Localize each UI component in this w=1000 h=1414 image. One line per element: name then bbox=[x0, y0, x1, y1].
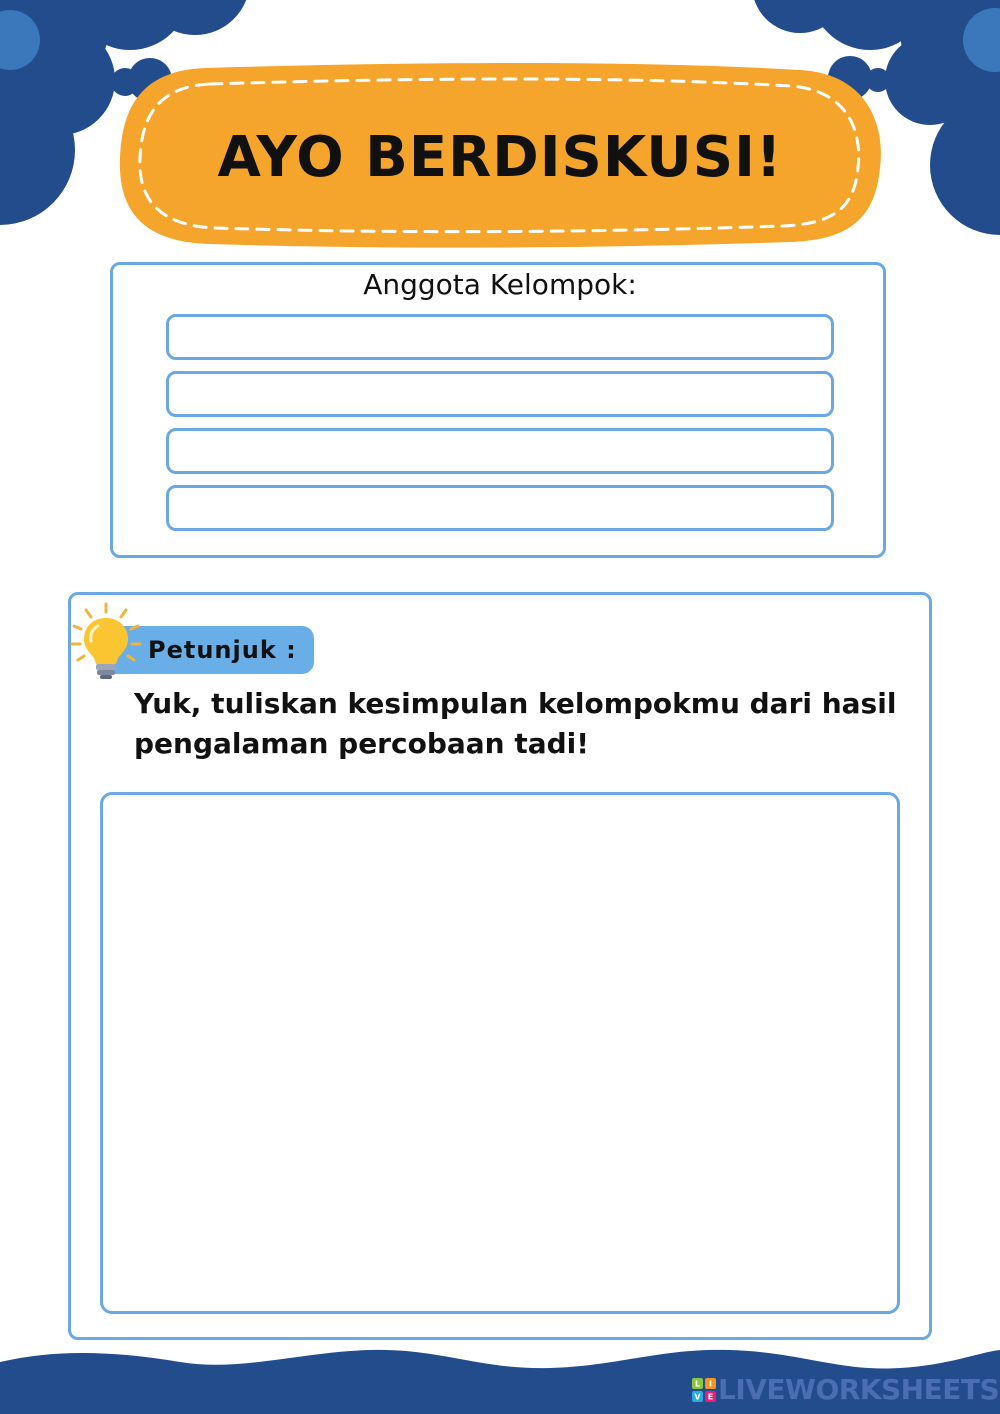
liveworksheets-logo bbox=[692, 1378, 716, 1402]
svg-text:L: L bbox=[694, 1379, 701, 1389]
page-title: AYO BERDISKUSI! bbox=[217, 125, 783, 190]
member-name-field-1[interactable] bbox=[166, 314, 834, 360]
instruction-text: Yuk, tuliskan kesimpulan kelompokmu dari hasil pengalaman percobaan tadi! bbox=[134, 687, 897, 760]
conclusion-answer-area[interactable] bbox=[100, 792, 900, 1314]
svg-text:I: I bbox=[709, 1379, 712, 1389]
member-name-field-4[interactable] bbox=[166, 485, 834, 531]
svg-text:V: V bbox=[694, 1392, 701, 1402]
member-name-field-3[interactable] bbox=[166, 428, 834, 474]
lightbulb-icon bbox=[70, 602, 142, 682]
hint-label: Petunjuk : bbox=[148, 636, 297, 664]
svg-text:E: E bbox=[707, 1392, 714, 1402]
watermark-text: LIVEWORKSHEETS bbox=[718, 1373, 1000, 1406]
watermark bbox=[692, 1373, 1000, 1406]
members-label: Anggota Kelompok: bbox=[363, 268, 637, 301]
member-name-field-2[interactable] bbox=[166, 371, 834, 417]
